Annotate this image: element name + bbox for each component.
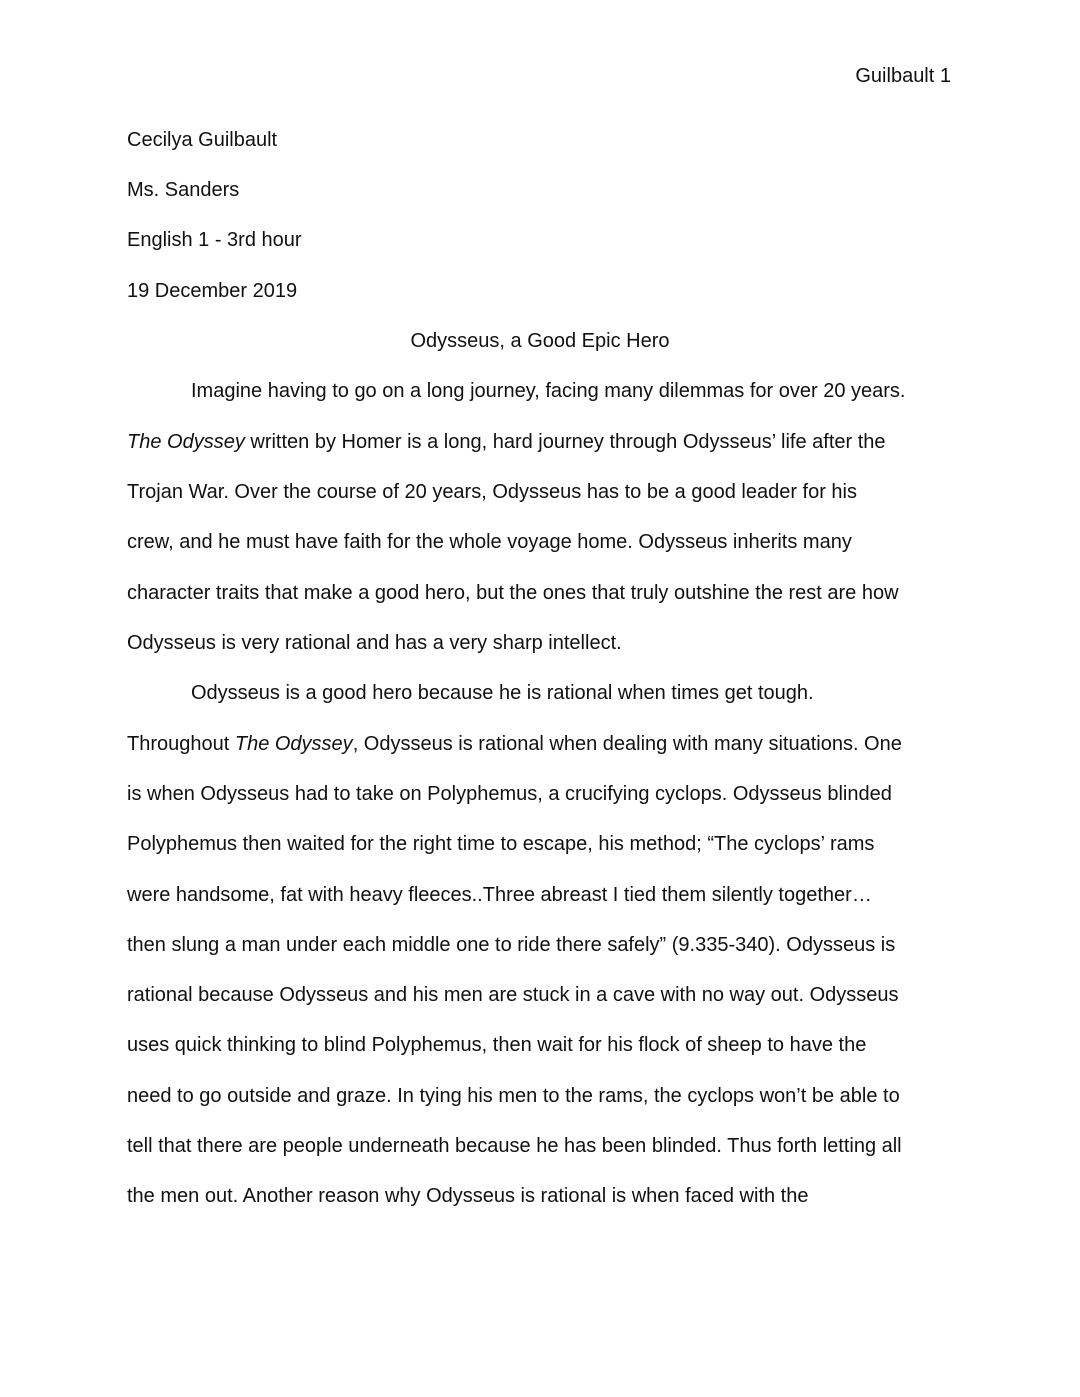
text-line: crew, and he must have faith for the whole voyage home. Odysseus inherits many	[127, 531, 852, 553]
text-line: Odysseus is very rational and has a very sharp intellect.	[127, 632, 622, 654]
course-info: English 1 - 3rd hour	[127, 229, 302, 251]
student-name: Cecilya Guilbault	[127, 129, 278, 151]
text-line: uses quick thinking to blind Polyphemus, then wait for his flock of sheep to have the	[127, 1034, 867, 1056]
text-line: Polyphemus then waited for the right time to escape, his method; “The cyclops’ rams	[127, 833, 875, 855]
text-line: rational because Odysseus and his men are stuck in a cave with no way out. Odysseus	[127, 984, 899, 1006]
text-line: then slung a man under each middle one to ride there safely” (9.335-340). Odysseus is	[127, 934, 896, 956]
text-line: Throughout The Odyssey, Odysseus is rational when dealing with many situations. One	[127, 733, 902, 755]
text-line: Odysseus is a good hero because he is rational when times get tough.	[191, 682, 814, 704]
essay-title: Odysseus, a Good Epic Hero	[410, 330, 670, 352]
running-head: Guilbault 1	[855, 65, 951, 87]
text-line: character traits that make a good hero, but the ones that truly outshine the rest are how	[127, 582, 899, 604]
book-title: The Odyssey	[127, 431, 245, 453]
text-line: The Odyssey written by Homer is a long, hard journey through Odysseus’ life after the	[127, 431, 886, 453]
text-line: is when Odysseus had to take on Polyphemus, a crucifying cyclops. Odysseus blinded	[127, 783, 892, 805]
text-line: the men out. Another reason why Odysseus is rational is when faced with the	[127, 1185, 809, 1207]
text-line: tell that there are people underneath because he has been blinded. Thus forth letting all	[127, 1135, 902, 1157]
text-line: Trojan War. Over the course of 20 years, Odysseus has to be a good leader for his	[127, 481, 857, 503]
book-title: The Odyssey	[234, 733, 353, 755]
date: 19 December 2019	[127, 280, 298, 302]
text-line: Imagine having to go on a long journey, facing many dilemmas for over 20 years.	[191, 380, 906, 402]
teacher-name: Ms. Sanders	[127, 179, 240, 201]
text-line: need to go outside and graze. In tying his men to the rams, the cyclops won’t be able to	[127, 1085, 900, 1107]
text-line: were handsome, fat with heavy fleeces..Three abreast I tied them silently together…	[127, 884, 872, 906]
